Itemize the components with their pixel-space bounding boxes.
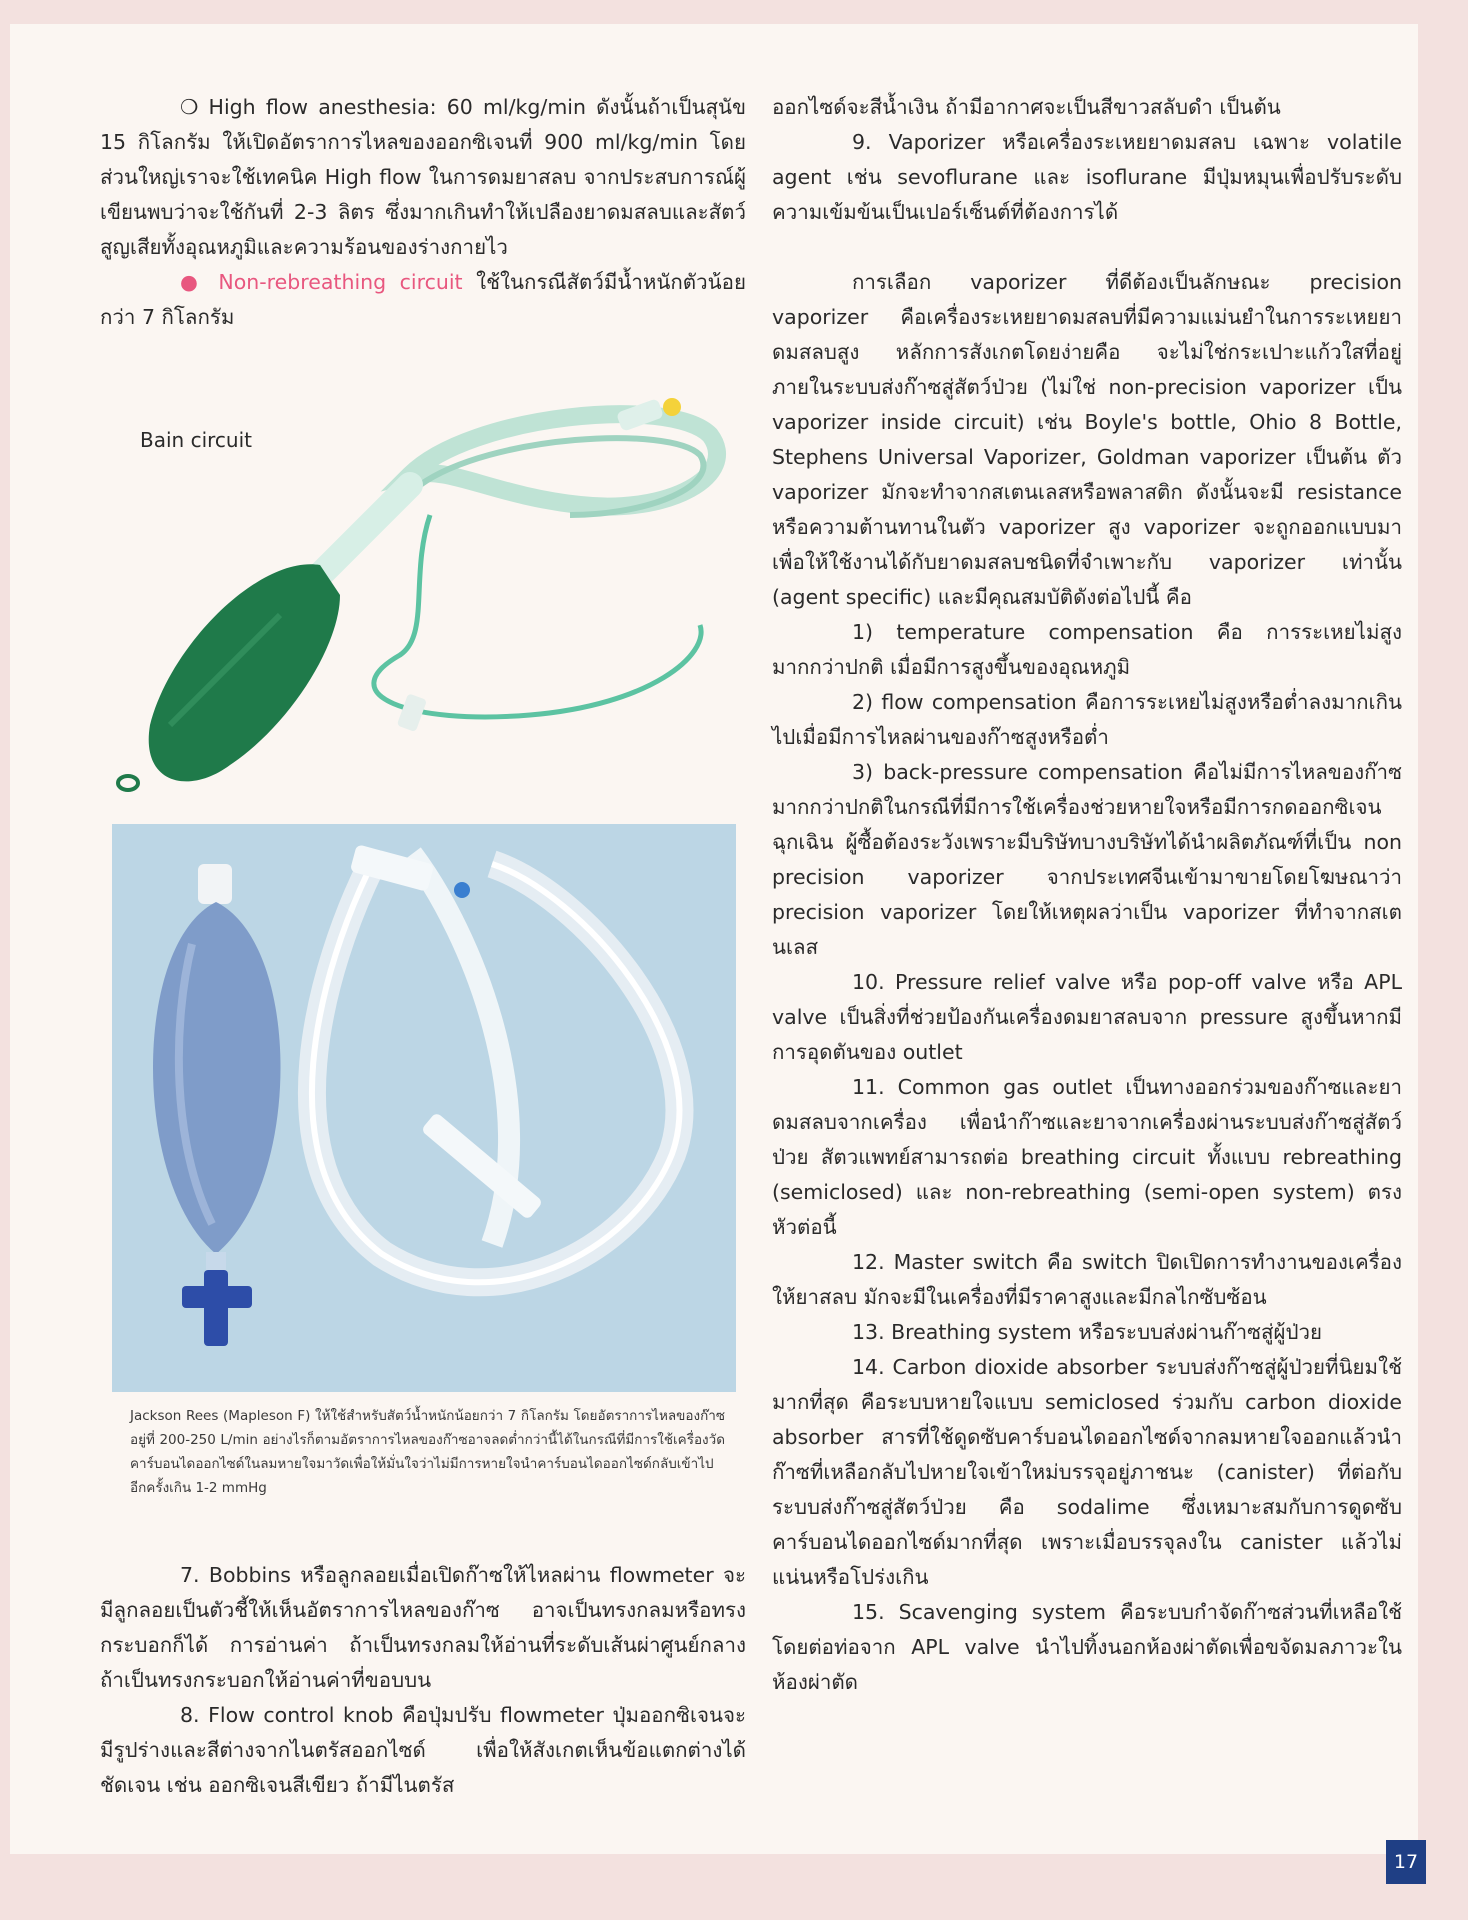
non-rebreathing-label: ● Non-rebreathing circuit (180, 270, 463, 294)
paragraph-14-carbon-dioxide-absorber: 14. Carbon dioxide absorber ระบบส่งก๊าซสู่ผู้ป่วยที่นิยมใช้มากที่สุด คือระบบหายใจแบบ semiclosed ร่วมกับ carbon dioxide absorber สารที่ใช้ดูดซับคาร์บอนไดออกไซด์จากลมหายใจออกแล้วนำก๊าซที่เหลือกลับไปหายใจเข้าใหม่บรรจุอยู่ภาชนะ (canister) ที่ต่อกับระบบส่งก๊าซสู่สัตว์ป่วย คือ sodalime ซึ่งเหมาะสมกับการดูดซับคาร์บอนไดออกไซด์มากที่สุด เพราะเมื่อบรรจุลงใน canister แล้วไม่แน่นหรือโปร่งเกิน (772, 1355, 1402, 1589)
paragraph-continuation: ออกไซด์จะสีน้ำเงิน ถ้ามีอากาศจะเป็นสีขาวสลับดำ เป็นต้น (772, 95, 1281, 119)
page-number: 17 (1386, 1840, 1426, 1884)
left-column (100, 90, 746, 335)
bain-circuit-label: Bain circuit (140, 428, 252, 452)
paragraph-vaporizer-selection: การเลือก vaporizer ที่ดีต้องเป็นลักษณะ precision vaporizer คือเครื่องระเหยยาดมสลบที่มีความแม่นยำในการระเหยยาดมสลบสูง หลักการสังเกตโดยง่ายคือ จะไม่ใช่กระเปาะแก้วใสที่อยู่ภายในระบบส่งก๊าซสู่สัตว์ป่วย (ไม่ใช่ non-precision vaporizer เป็น vaporizer inside circuit) เช่น Boyle's bottle, Ohio 8 Bottle, Stephens Universal Vaporizer, Goldman vaporizer เป็นต้น ตัว vaporizer มักจะทำจากสเตนเลสหรือพลาสติก ดังนั้นจะมี resistance หรือความต้านทานในตัว vaporizer สูง vaporizer จะถูกออกแบบมาเพื่อให้ใช้งานได้กับยาดมสลบชนิดที่จำเพาะกับ vaporizer เท่านั้น (agent specific) และมีคุณสมบัติดังต่อไปนี้ คือ (772, 270, 1402, 609)
bain-circuit-image (110, 395, 750, 805)
jackson-rees-caption: Jackson Rees (Mapleson F) ให้ใช้สำหรับสัตว์น้ำหนักน้อยกว่า 7 กิโลกรัม โดยอัตราการไหลของก๊าซอยู่ที่ 200-250 L/min อย่างไรก็ตามอัตราการไหลของก๊าซอาจลดต่ำกว่านี้ได้ในกรณีที่มีการใช้เครื่องวัดคาร์บอนไดออกไซด์ในลมหายใจมาวัดเพื่อให้มั่นใจว่าไม่มีการหายใจนำคาร์บอนไดออกไซด์กลับเข้าไปอีกครั้งเกิน 1-2 mmHg (130, 1408, 725, 1496)
paragraph-12-master-switch: 12. Master switch คือ switch ปิดเปิดการทำงานของเครื่องให้ยาสลบ มักจะมีในเครื่องที่มีราคาสูงและมีกลไกซับซ้อน (772, 1250, 1402, 1309)
paragraph-7-bobbins: 7. Bobbins หรือลูกลอยเมื่อเปิดก๊าซให้ไหลผ่าน flowmeter จะมีลูกลอยเป็นตัวชี้ให้เห็นอัตราการไหลของก๊าซ อาจเป็นทรงกลมหรือทรงกระบอกก็ได้ การอ่านค่า ถ้าเป็นทรงกลมให้อ่านที่ระดับเส้นผ่าศูนย์กลาง ถ้าเป็นทรงกระบอกให้อ่านค่าที่ขอบบน (100, 1563, 746, 1692)
paragraph-high-flow: ❍ High flow anesthesia: 60 ml/kg/min ดังนั้นถ้าเป็นสุนัข 15 กิโลกรัม ให้เปิดอัตราการไหลของออกซิเจนที่ 900 ml/kg/min โดยส่วนใหญ่เราจะใช้เทคนิค High flow ในการดมยาสลบ จากประสบการณ์ผู้เขียนพบว่าจะใช้กันที่ 2-3 ลิตร ซึ่งมากเกินทำให้เปลืองยาดมสลบและสัตว์สูญเสียทั้งอุณหภูมิและความร้อนของร่างกายไว (100, 95, 746, 259)
list-item-flow-compensation: 2) flow compensation คือการระเหยไม่สูงหรือต่ำลงมากเกินไปเมื่อมีการไหลผ่านของก๊าซสูงหรือต่ำ (772, 690, 1402, 749)
non-rebreathing-text: ใช้ในกรณีสัตว์มีน้ำหนักตัวน้อยกว่า 7 กิโลกรัม (100, 270, 746, 329)
list-item-back-pressure-compensation: 3) back-pressure compensation คือไม่มีการไหลของก๊าซมากกว่าปกติในกรณีที่มีการใช้เครื่องช่วยหายใจหรือมีการกดออกซิเจนฉุกเฉิน ผู้ซื้อต้องระวังเพราะมีบริษัทบางบริษัทได้นำผลิตภัณฑ์ที่เป็น non precision vaporizer จากประเทศจีนเข้ามาขายโดยโฆษณาว่า precision vaporizer โดยให้เหตุผลว่าเป็น vaporizer ที่ทำจากสเตนเลส (772, 760, 1402, 959)
paragraph-10-pressure-relief-valve: 10. Pressure relief valve หรือ pop-off valve หรือ APL valve เป็นสิ่งที่ช่วยป้องกันเครื่องดมยาสลบจาก pressure สูงขึ้นหากมีการอุดตันของ outlet (772, 970, 1402, 1064)
left-column-bottom (100, 1558, 746, 1803)
paragraph-15-scavenging-system: 15. Scavenging system คือระบบกำจัดก๊าซส่วนที่เหลือใช้โดยต่อท่อจาก APL valve นำไปทิ้งนอกห้องผ่าตัดเพื่อขจัดมลภาวะในห้องผ่าตัด (772, 1600, 1402, 1694)
paragraph-13-breathing-system: 13. Breathing system หรือระบบส่งผ่านก๊าซสู่ผู้ป่วย (852, 1320, 1323, 1344)
paragraph-8-flow-control-knob: 8. Flow control knob คือปุ่มปรับ flowmeter ปุ่มออกซิเจนจะมีรูปร่างและสีต่างจากไนตรัสออกไซด์ เพื่อให้สังเกตเห็นข้อแตกต่างได้ชัดเจน เช่น ออกซิเจนสีเขียว ถ้ามีไนตรัส (100, 1703, 746, 1797)
paragraph-non-rebreathing (100, 265, 746, 335)
right-column (772, 90, 1402, 1700)
paragraph-9-vaporizer: 9. Vaporizer หรือเครื่องระเหยยาดมสลบ เฉพาะ volatile agent เช่น sevoflurane และ isoflurane มีปุ่มหมุนเพื่อปรับระดับความเข้มข้นเป็นเปอร์เซ็นต์ที่ต้องการได้ (772, 130, 1402, 224)
list-item-temperature-compensation: 1) temperature compensation คือ การระเหยไม่สูงมากกว่าปกติ เมื่อมีการสูงขึ้นของอุณหภูมิ (772, 620, 1402, 679)
paragraph-11-common-gas-outlet: 11. Common gas outlet เป็นทางออกร่วมของก๊าซและยาดมสลบจากเครื่อง เพื่อนำก๊าซและยาจากเครื่องผ่านระบบส่งก๊าซสู่สัตว์ป่วย สัตวแพทย์สามารถต่อ breathing circuit ทั้งแบบ rebreathing (semiclosed) และ non-rebreathing (semi-open system) ตรงหัวต่อนี้ (772, 1075, 1402, 1239)
jackson-rees-image (112, 824, 736, 1392)
